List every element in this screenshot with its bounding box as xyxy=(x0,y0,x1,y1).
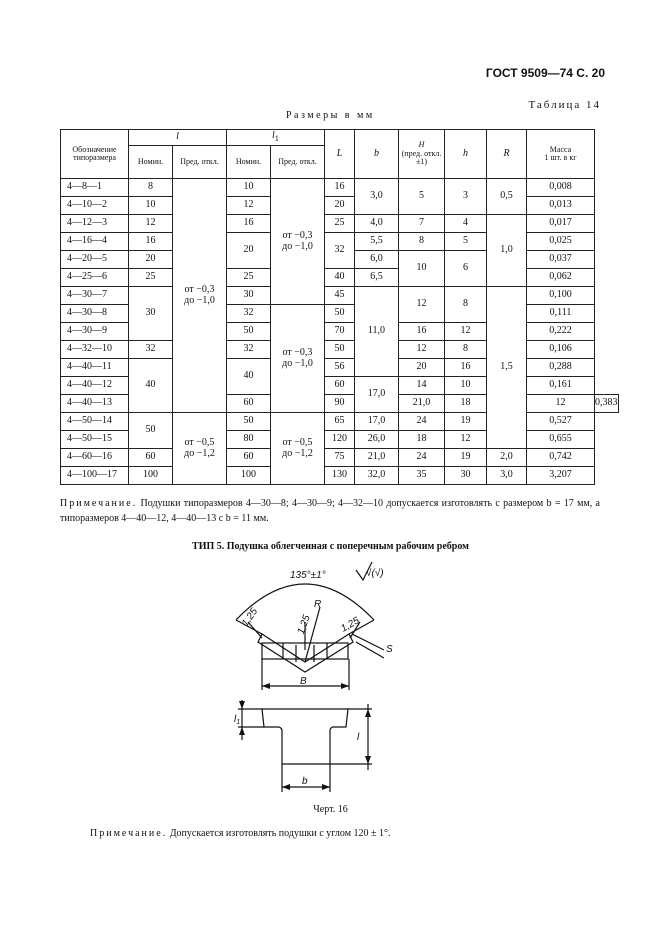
cell-h: 8 xyxy=(445,287,487,323)
cell-l: 8 xyxy=(129,179,173,197)
row-designation: 4—60—16 xyxy=(61,449,129,467)
roughness-label: √(√) xyxy=(366,568,384,579)
cell-L: 50 xyxy=(325,305,355,323)
cell-mass: 0,037 xyxy=(527,251,595,269)
cell-l: 40 xyxy=(129,359,173,413)
cell-l1: 10 xyxy=(227,179,271,197)
cell-h: 10 xyxy=(445,377,487,395)
cell-b: 17,0 xyxy=(355,413,399,431)
cell-L: 45 xyxy=(325,287,355,305)
row-designation: 4—30—8 xyxy=(61,305,129,323)
header-H: H (пред. откл. ±1) xyxy=(399,130,445,179)
row-designation: 4—10—2 xyxy=(61,197,129,215)
table-number: Таблица 14 xyxy=(528,99,601,111)
cell-l1-tol: от −0,5 до −1,2 xyxy=(271,413,325,485)
cell-H: 12 xyxy=(399,341,445,359)
row-designation: 4—20—5 xyxy=(61,251,129,269)
row-designation: 4—50—15 xyxy=(61,431,129,449)
cell-mass: 0,106 xyxy=(527,341,595,359)
row-designation: 4—40—12 xyxy=(61,377,129,395)
cell-R: 0,5 xyxy=(487,179,527,215)
row-designation: 4—40—13 xyxy=(61,395,129,413)
cell-l1: 25 xyxy=(227,269,271,287)
header-b: b xyxy=(374,147,379,159)
header-designation: Обозначение типоразмера xyxy=(61,130,129,179)
cell-mass: 0,111 xyxy=(527,305,595,323)
header-h: h xyxy=(463,147,468,159)
row-designation: 4—16—4 xyxy=(61,233,129,251)
row-designation: 4—25—6 xyxy=(61,269,129,287)
cell-l: 25 xyxy=(129,269,173,287)
row-designation: 4—100—17 xyxy=(61,467,129,485)
b-label: b xyxy=(302,776,308,787)
cell-H: 5 xyxy=(399,179,445,215)
cell-H: 12 xyxy=(399,287,445,323)
cell-l: 30 xyxy=(129,287,173,341)
header-l1-tol: Пред. откл. xyxy=(271,146,325,179)
cell-l1: 50 xyxy=(227,413,271,431)
cell-b: 26,0 xyxy=(355,431,399,449)
cell-l: 16 xyxy=(129,233,173,251)
cell-h: 4 xyxy=(445,215,487,233)
cell-L: 20 xyxy=(325,197,355,215)
figure-caption: Черт. 16 xyxy=(313,804,348,815)
header-l1: l xyxy=(272,130,275,142)
cell-L: 60 xyxy=(325,377,355,395)
cell-mass: 0,013 xyxy=(527,197,595,215)
cell-mass: 0,017 xyxy=(527,215,595,233)
note-text: Подушки типоразмеров 4—30—8; 4—30—9; 4—32—10 допускается изготовлять с размером b = 17 мм, а типоразмеров 4—40—12, 4—40—13 с b = 11 мм. xyxy=(60,498,600,524)
l-label: l xyxy=(357,732,360,743)
row-designation: 4—12—3 xyxy=(61,215,129,233)
cell-L: 32 xyxy=(325,233,355,269)
s-label: S xyxy=(386,644,393,655)
cell-h: 12 xyxy=(445,431,487,449)
header-l1-nom: Номин. xyxy=(227,146,271,179)
cell-L: 40 xyxy=(325,269,355,287)
header-l: l xyxy=(176,131,179,143)
row-designation: 4—8—1 xyxy=(61,179,129,197)
cell-l: 60 xyxy=(129,449,173,467)
cell-R: 3,0 xyxy=(487,467,527,485)
cell-l1: 60 xyxy=(227,449,271,467)
header-mass: Масса 1 шт. в кг xyxy=(527,130,595,179)
cell-l1: 60 xyxy=(227,395,271,413)
cell-L: 65 xyxy=(325,413,355,431)
cell-b: 17,0 xyxy=(355,377,399,413)
cell-h: 19 xyxy=(445,413,487,431)
cell-mass: 0,025 xyxy=(527,233,595,251)
cell-l1: 30 xyxy=(227,287,271,305)
dim-125-left: 1,25 xyxy=(240,606,261,629)
cell-H: 24 xyxy=(399,449,445,467)
cell-R: 1,0 xyxy=(487,215,527,287)
cell-H: 18 xyxy=(445,395,487,413)
cell-b: 3,0 xyxy=(355,179,399,215)
cell-l1: 100 xyxy=(227,467,271,485)
cell-H: 14 xyxy=(399,377,445,395)
note-label: Примечание. xyxy=(60,498,138,509)
cell-mass: 0,100 xyxy=(527,287,595,305)
row-designation: 4—40—11 xyxy=(61,359,129,377)
cell-b: 32,0 xyxy=(355,467,399,485)
cell-L: 120 xyxy=(325,431,355,449)
page-header: ГОСТ 9509—74 С. 20 xyxy=(485,66,605,80)
cell-h: 6 xyxy=(445,251,487,287)
cell-mass: 0,161 xyxy=(527,377,595,395)
dim-125-right: 1,25 xyxy=(339,615,362,635)
cell-H: 18 xyxy=(399,431,445,449)
cell-l1: 50 xyxy=(227,323,271,341)
cell-h: 16 xyxy=(445,359,487,377)
cell-l1: 16 xyxy=(227,215,271,233)
cell-H: 7 xyxy=(399,215,445,233)
radius-label: R xyxy=(314,599,322,610)
row-designation: 4—50—14 xyxy=(61,413,129,431)
header-R: R xyxy=(503,147,510,159)
cell-l1: 32 xyxy=(227,305,271,323)
cell-l: 32 xyxy=(129,341,173,359)
cell-mass: 0,062 xyxy=(527,269,595,287)
cell-l: 50 xyxy=(129,413,173,449)
cell-L: 50 xyxy=(325,341,355,359)
row-designation: 4—32—10 xyxy=(61,341,129,359)
cell-mass: 0,655 xyxy=(527,431,595,449)
cell-l1: 12 xyxy=(227,197,271,215)
dimensions-table: Обозначение типоразмера l $l_1$ L b H (пред. откл. ±1) h R Масса 1 шт. в кг Номин. Пред. откл. Номин. Пред. откл. 4—8—1 8 от −0,3 до −1,0 10 от −0,3 до −1,0 16 3,0 5 3 0,5 0,008 4—10—2 10 12 20 0,013 4—12—3 12 16 25 4,0 7 4 1,0 0,017 4—16—4 16 20 32 5,5 8 5 0,025 4—20—5 20 6,0 10 6 0,037 4—25—6 25 25 40 6,5 0,062 4—30—7 30 30 45 11,0 12 8 1,5 0,100 4—30—8 32 от −0,3 до −1,0 50 0,111 4—30—9 50 70 16 12 0,222 4—32—10 32 32 50 12 8 0,106 4—40—11 40 40 56 20 16 0,288 4—40—12 60 17,0 14 10 0,161 4—40—13 60 90 21,0 18 12 0,383 4—50—14 50 от −0,5 до −1,2 50 от −0,5 до −1,2 65 17,0 24 19 0,527 4—50—15 80 120 26,0 18 12 0,655 4—60—16 60 60 75 21,0 24 19 2,0 0,742 4—100—17 100 100 130 32,0 35 30 3,0 3,207 xyxy=(60,129,619,485)
cell-mass: 0,008 xyxy=(527,179,595,197)
cell-h: 12 xyxy=(527,395,595,413)
cell-l-tol: от −0,3 до −1,0 xyxy=(173,179,227,413)
row-designation: 4—30—9 xyxy=(61,323,129,341)
sizes-caption: Размеры в мм xyxy=(286,110,375,121)
dim-125-center: 1,25 xyxy=(295,613,313,636)
cell-mass: 0,742 xyxy=(527,449,595,467)
cell-h: 5 xyxy=(445,233,487,251)
cell-l-tol: от −0,5 до −1,2 xyxy=(173,413,227,485)
cell-R: 1,5 xyxy=(487,287,527,449)
cell-h: 30 xyxy=(445,467,487,485)
header-L: L xyxy=(336,147,343,159)
t-section xyxy=(262,709,348,764)
header-l-nom: Номин. xyxy=(129,146,173,179)
cell-l1-tol: от −0,3 до −1,0 xyxy=(271,179,325,305)
cell-H: 8 xyxy=(399,233,445,251)
cell-L: 70 xyxy=(325,323,355,341)
cell-l1: 32 xyxy=(227,341,271,359)
cell-L: 16 xyxy=(325,179,355,197)
cell-b: 21,0 xyxy=(355,449,399,467)
cell-l1: 40 xyxy=(227,359,271,395)
cell-h: 8 xyxy=(445,341,487,359)
cell-b: 21,0 xyxy=(399,395,445,413)
cell-mass: 0,288 xyxy=(527,359,595,377)
cell-h: 12 xyxy=(445,323,487,341)
cell-mass: 0,383 xyxy=(595,395,619,413)
angle-label: 135°±1° xyxy=(290,570,326,581)
cell-l: 100 xyxy=(129,467,173,485)
note-label: Примечание. xyxy=(90,828,168,839)
type5-title: ТИП 5. Подушка облегченная с поперечным рабочим ребром xyxy=(192,541,469,552)
cell-l: 10 xyxy=(129,197,173,215)
cell-l1-tol: от −0,3 до −1,0 xyxy=(271,305,325,413)
cell-H: 24 xyxy=(399,413,445,431)
l1-label: $l_1$ xyxy=(234,714,241,726)
cell-mass: 0,527 xyxy=(527,413,595,431)
cell-H: 35 xyxy=(399,467,445,485)
cell-H: 10 xyxy=(399,251,445,287)
b-width-label: B xyxy=(300,676,307,687)
cell-L: 75 xyxy=(325,449,355,467)
cell-l1: 20 xyxy=(227,233,271,269)
cell-H: 20 xyxy=(399,359,445,377)
row-designation: 4—30—7 xyxy=(61,287,129,305)
cell-b: 6,0 xyxy=(355,251,399,269)
cell-h: 19 xyxy=(445,449,487,467)
cell-R: 2,0 xyxy=(487,449,527,467)
cell-L: 130 xyxy=(325,467,355,485)
note-text: Допускается изготовлять подушки с углом 120 ± 1°. xyxy=(167,828,391,839)
cell-mass: 0,222 xyxy=(527,323,595,341)
cell-b: 4,0 xyxy=(355,215,399,233)
cell-b: 6,5 xyxy=(355,269,399,287)
header-l-tol: Пред. откл. xyxy=(173,146,227,179)
cell-L: 56 xyxy=(325,359,355,377)
cell-l: 12 xyxy=(129,215,173,233)
cell-l: 20 xyxy=(129,251,173,269)
note-angle xyxy=(90,828,391,839)
cell-b: 5,5 xyxy=(355,233,399,251)
cell-b: 11,0 xyxy=(355,287,399,377)
cell-L: 90 xyxy=(325,395,355,413)
cell-h: 3 xyxy=(445,179,487,215)
cell-H: 16 xyxy=(399,323,445,341)
cell-L: 25 xyxy=(325,215,355,233)
cell-mass: 3,207 xyxy=(527,467,595,485)
cell-l1: 80 xyxy=(227,431,271,449)
